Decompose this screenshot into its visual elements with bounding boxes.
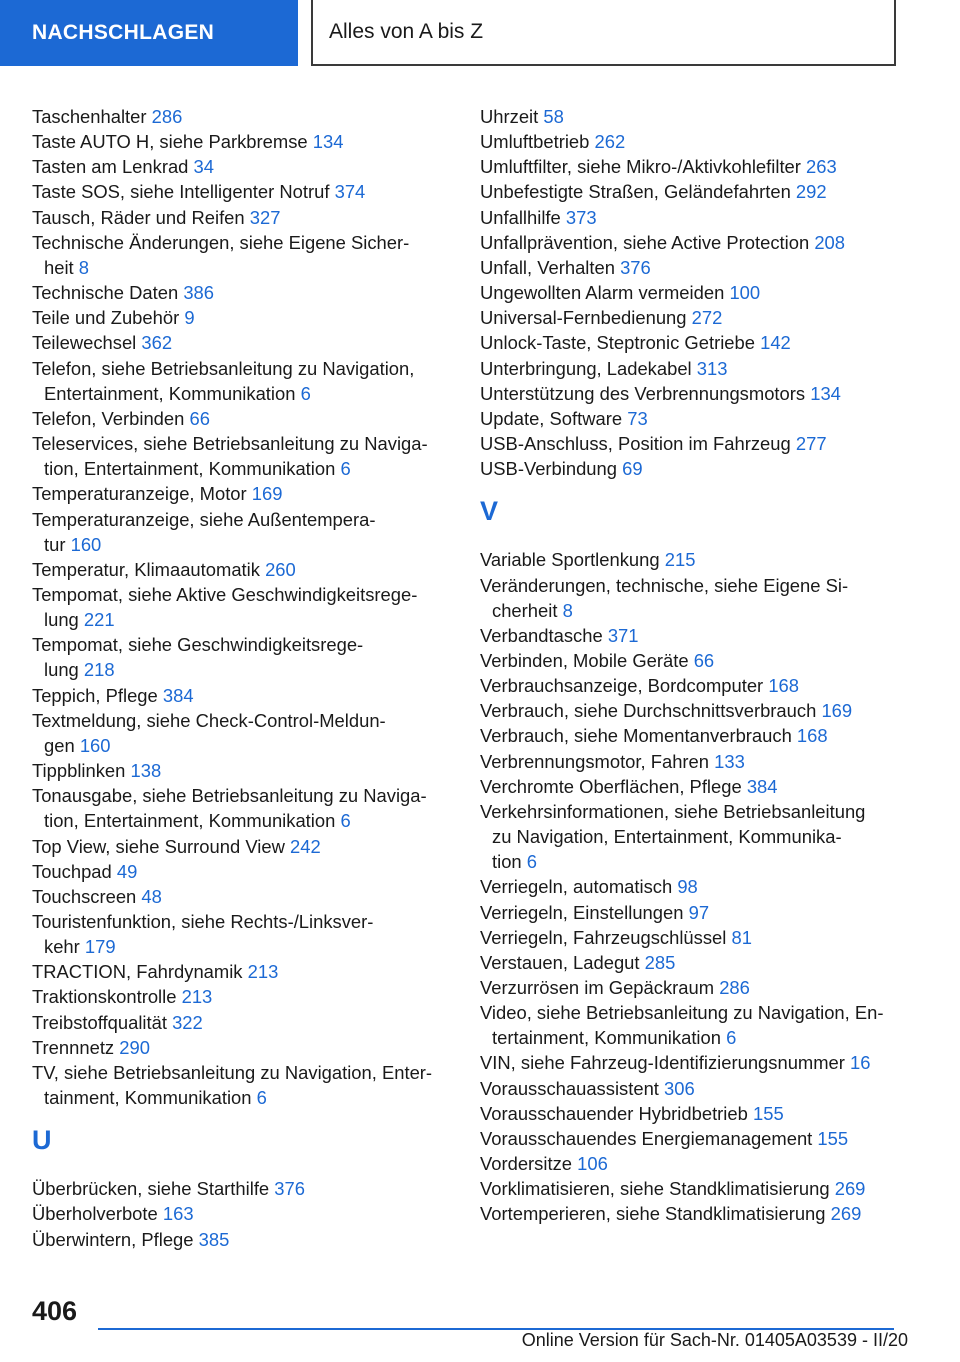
index-entry-text: Verriegeln, Einstellungen — [480, 901, 684, 923]
index-entry-text-continued: lung — [44, 659, 79, 681]
index-entry-text: USB-Verbindung — [480, 458, 617, 480]
page-reference-link[interactable]: 269 — [834, 1178, 866, 1200]
index-entry-text: Textmeldung, siehe Check-Control-Meldun- — [32, 709, 386, 731]
index-entry-text: Tempomat, siehe Geschwindigkeitsrege- — [32, 634, 364, 656]
index-entry — [32, 481, 452, 506]
index-entry-text: Temperaturanzeige, Motor — [32, 483, 247, 505]
index-entry-text: Überbrücken, siehe Starthilfe — [32, 1178, 270, 1200]
index-entry — [480, 673, 900, 698]
index-entry-text-continued: tertainment, Kommunikation — [492, 1027, 721, 1049]
page-reference-link[interactable]: 215 — [664, 549, 696, 571]
index-entry — [480, 179, 900, 204]
index-entry-text: Verbandtasche — [480, 624, 603, 646]
index-entry — [480, 431, 900, 456]
index-entry — [480, 456, 900, 481]
index-entry — [480, 154, 900, 179]
index-entry — [480, 381, 900, 406]
index-entry — [480, 1076, 900, 1101]
page-reference-link[interactable]: 213 — [247, 961, 279, 983]
index-entry-text: Video, siehe Betriebsanleitung zu Navigation, En- — [480, 1002, 884, 1024]
page-reference-link[interactable]: 221 — [83, 609, 115, 631]
page-reference-link[interactable]: 242 — [290, 835, 321, 857]
page-reference-link[interactable]: 168 — [796, 725, 828, 747]
index-entry — [480, 774, 900, 799]
index-entry-text: Treibstoffqualität — [32, 1011, 167, 1033]
index-entry-text: Teilewechsel — [32, 332, 137, 354]
index-entry-text: Trennnetz — [32, 1036, 115, 1058]
page-reference-link[interactable]: 106 — [577, 1153, 608, 1175]
index-entry — [32, 909, 452, 959]
page-reference-link[interactable]: 6 — [300, 382, 311, 404]
page-reference-link[interactable]: 384 — [162, 684, 194, 706]
index-entry-text: Tippblinken — [32, 760, 126, 782]
index-entry — [480, 1101, 900, 1126]
page-reference-link[interactable]: 373 — [565, 206, 597, 228]
page-reference-link[interactable]: 134 — [810, 382, 841, 404]
index-entry-text: Universal-Fernbedienung — [480, 307, 687, 329]
page-reference-link[interactable]: 362 — [141, 332, 173, 354]
page-reference-link[interactable]: 6 — [526, 851, 538, 873]
index-entry — [32, 205, 452, 230]
index-entry — [480, 406, 900, 431]
index-entry — [32, 984, 452, 1009]
index-entry — [480, 874, 900, 899]
index-entry-text: Teleservices, siehe Betriebsanleitung zu Naviga- — [32, 433, 428, 455]
page-reference-link[interactable]: 98 — [677, 876, 698, 898]
page-reference-link[interactable]: 58 — [543, 106, 564, 127]
index-entry — [480, 1201, 900, 1226]
index-entry-text: Temperatur, Klimaautomatik — [32, 558, 260, 580]
index-entry — [480, 648, 900, 673]
index-entry-text: Vorklimatisieren, siehe Standklimatisierung — [480, 1178, 830, 1200]
index-entry-text: TV, siehe Betriebsanleitung zu Navigation, Enter- — [32, 1061, 433, 1083]
index-entry — [480, 749, 900, 774]
index-entry — [480, 925, 900, 950]
index-entry-text: Technische Änderungen, siehe Eigene Sicher- — [32, 231, 410, 253]
index-entry-text: Verzurrösen im Gepäckraum — [480, 977, 715, 998]
index-entry-text-continued: tion, Entertainment, Kommunikation — [44, 458, 336, 480]
index-entry — [480, 1176, 900, 1201]
page-reference-link[interactable]: 179 — [84, 936, 116, 958]
index-entry — [480, 230, 900, 255]
page-reference-link[interactable]: 66 — [693, 649, 715, 671]
index-entry — [480, 1050, 900, 1075]
page-reference-link[interactable]: 160 — [70, 533, 102, 555]
section-title: Alles von A bis Z — [329, 20, 484, 43]
page-reference-link[interactable]: 49 — [116, 860, 138, 882]
page-reference-link[interactable]: 327 — [249, 206, 281, 228]
index-entry — [32, 834, 452, 859]
page-reference-link[interactable]: 290 — [119, 1036, 150, 1058]
index-entry-text: Unlock-Taste, Steptronic Getriebe — [480, 332, 755, 354]
index-entry — [480, 1000, 900, 1050]
index-entry-text: Touchscreen — [32, 885, 137, 907]
index-entry — [32, 859, 452, 884]
index-entry — [32, 230, 452, 280]
index-entry-text: Telefon, Verbinden — [32, 407, 185, 429]
index-entry-text: Verbrauchsanzeige, Bordcomputer — [480, 675, 764, 697]
page-reference-link[interactable]: 66 — [189, 407, 210, 429]
index-entry — [32, 305, 452, 330]
index-entry — [32, 884, 452, 909]
index-entry-text: Vordersitze — [480, 1153, 572, 1175]
index-entry-text-continued: tion, Entertainment, Kommunikation — [44, 810, 336, 832]
index-entry — [480, 573, 900, 623]
index-entry — [480, 104, 900, 129]
index-entry — [480, 799, 900, 874]
page-reference-link[interactable]: 285 — [644, 951, 676, 973]
index-entry-text: Veränderungen, technische, siehe Eigene Si- — [480, 574, 849, 596]
page-reference-link[interactable]: 155 — [752, 1102, 784, 1124]
index-entry — [480, 1151, 900, 1176]
page-reference-link[interactable]: 169 — [251, 483, 283, 505]
index-entry-text: Update, Software — [480, 407, 623, 429]
page-reference-link[interactable]: 34 — [193, 156, 215, 178]
page-reference-link[interactable]: 160 — [79, 734, 111, 756]
index-entry-text: Vorausschauendes Energiemanagement — [480, 1127, 813, 1149]
index-letter-heading: V — [480, 496, 499, 527]
index-entry — [32, 1035, 452, 1060]
index-entry-text-continued: zu Navigation, Entertainment, Kommunika- — [492, 826, 842, 848]
index-entry-text: Vorausschauassistent — [480, 1077, 659, 1099]
page-reference-link[interactable]: 218 — [83, 659, 115, 681]
index-entry-text: Verchromte Oberflächen, Pflege — [480, 775, 742, 797]
page-reference-link[interactable]: 142 — [760, 332, 791, 354]
index-entry — [32, 582, 452, 632]
page-reference-link[interactable]: 138 — [130, 760, 162, 782]
index-entry-text: Teile und Zubehör — [32, 307, 180, 329]
index-entry-text-continued: gen — [44, 734, 75, 756]
index-entry-text: VIN, siehe Fahrzeug-Identifizierungsnummer — [480, 1052, 845, 1074]
page-reference-link[interactable]: 8 — [78, 256, 90, 278]
index-entry-text: TRACTION, Fahrdynamik — [32, 961, 243, 983]
index-entry — [480, 975, 900, 1000]
page-reference-link[interactable]: 386 — [183, 282, 215, 304]
index-entry-text: Top View, siehe Surround View — [32, 835, 285, 857]
index-entry-text: Traktionskontrolle — [32, 986, 177, 1008]
index-entry — [32, 1176, 452, 1201]
index-entry-text: Verbinden, Mobile Geräte — [480, 649, 689, 671]
index-letter-heading: U — [32, 1125, 52, 1156]
index-entry-text: Telefon, siehe Betriebsanleitung zu Navigation, — [32, 357, 415, 379]
index-entry-text: USB-Anschluss, Position im Fahrzeug — [480, 433, 791, 455]
index-entry-text: Verbrauch, siehe Durchschnittsverbrauch — [480, 700, 817, 722]
index-entry-text: Umluftfilter, siehe Mikro-/Aktivkohlefilter — [480, 156, 801, 178]
index-entry — [480, 1126, 900, 1151]
index-entry — [32, 179, 452, 204]
index-entry-text: Teppich, Pflege — [32, 684, 158, 706]
page-reference-link[interactable]: 97 — [688, 901, 710, 923]
index-column-right — [480, 104, 900, 1227]
page-reference-link[interactable]: 376 — [274, 1178, 305, 1200]
index-entry-text: Unterbringung, Ladekabel — [480, 357, 692, 379]
index-entry — [480, 723, 900, 748]
index-entry-text: Uhrzeit — [480, 106, 539, 127]
index-entry-text-continued: cherheit — [492, 599, 558, 621]
index-entry — [480, 205, 900, 230]
page-reference-link[interactable]: 286 — [151, 106, 183, 127]
index-entry — [480, 305, 900, 330]
index-entry-text: Unfall, Verhalten — [480, 256, 615, 278]
index-entry — [480, 129, 900, 154]
index-entry — [32, 280, 452, 305]
index-entry — [32, 104, 452, 129]
section-header — [311, 0, 896, 66]
page-reference-link[interactable]: 6 — [340, 458, 351, 480]
index-entry-text: Touristenfunktion, siehe Rechts-/Linksver- — [32, 911, 374, 932]
index-entry — [32, 708, 452, 758]
index-entry-text: Verriegeln, automatisch — [480, 876, 673, 898]
index-entry — [480, 255, 900, 280]
index-entry-text: Vorausschauender Hybridbetrieb — [480, 1102, 748, 1124]
index-entry-text: Tonausgabe, siehe Betriebsanleitung zu Naviga- — [32, 785, 427, 807]
index-entry — [32, 557, 452, 582]
footer-edition-text: Online Version für Sach-Nr. 01405A03539 - II/20 — [521, 1330, 908, 1350]
page-reference-link[interactable]: 376 — [620, 256, 651, 278]
index-entry — [480, 900, 900, 925]
page-reference-link[interactable]: 384 — [746, 775, 778, 797]
page-reference-link[interactable]: 81 — [731, 926, 752, 948]
index-entry — [480, 623, 900, 648]
page-reference-link[interactable]: 6 — [726, 1027, 737, 1049]
index-entry-text-continued: lung — [44, 609, 79, 631]
index-entry-text: Tausch, Räder und Reifen — [32, 206, 245, 228]
page-reference-link[interactable]: 313 — [696, 357, 728, 379]
page-reference-link[interactable]: 8 — [562, 599, 573, 621]
page-reference-link[interactable]: 48 — [141, 885, 162, 907]
index-entry-text: Verriegeln, Fahrzeugschlüssel — [480, 926, 727, 948]
index-entry — [480, 280, 900, 305]
page-reference-link[interactable]: 262 — [594, 131, 626, 153]
chapter-tab — [0, 0, 298, 66]
index-entry — [32, 431, 452, 481]
index-entry-text-continued: kehr — [44, 936, 80, 958]
index-entry-text: Ungewollten Alarm vermeiden — [480, 282, 725, 304]
index-entry-text: Tempomat, siehe Aktive Geschwindigkeitsrege- — [32, 583, 418, 605]
index-entry-text: Unbefestigte Straßen, Geländefahrten — [480, 181, 791, 203]
index-entry-text: Unterstützung des Verbrennungsmotors — [480, 382, 806, 404]
page-reference-link[interactable]: 169 — [821, 700, 853, 722]
index-entry-text: Unfallhilfe — [480, 206, 561, 228]
page-reference-link[interactable]: 69 — [622, 458, 643, 480]
index-entry-text-continued: tainment, Kommunikation — [44, 1087, 252, 1109]
index-entry — [32, 129, 452, 154]
index-entry-text-continued: tur — [44, 533, 66, 555]
page-reference-link[interactable]: 269 — [830, 1203, 862, 1225]
index-entry-text-continued: heit — [44, 256, 74, 278]
page-reference-link[interactable]: 260 — [265, 558, 296, 580]
index-entry-text: Taste AUTO H, siehe Parkbremse — [32, 131, 308, 153]
page-reference-link[interactable]: 286 — [719, 977, 750, 998]
index-entry — [480, 547, 900, 572]
index-entry — [480, 330, 900, 355]
index-entry-text: Verkehrsinformationen, siehe Betriebsanleitung — [480, 800, 866, 822]
index-entry-text: Umluftbetrieb — [480, 131, 590, 153]
index-entry-text: Technische Daten — [32, 282, 179, 304]
index-entry — [32, 356, 452, 406]
index-entry — [32, 683, 452, 708]
index-column-left — [32, 104, 452, 1252]
index-entry — [32, 507, 452, 557]
page-reference-link[interactable]: 16 — [850, 1052, 871, 1074]
index-entry-text: Vortemperieren, siehe Standklimatisierung — [480, 1203, 826, 1225]
page-reference-link[interactable]: 213 — [181, 986, 213, 1008]
index-entry-text: Taste SOS, siehe Intelligenter Notruf — [32, 181, 330, 203]
index-entry — [32, 406, 452, 431]
index-entry — [32, 1201, 452, 1226]
page-reference-link[interactable]: 306 — [664, 1077, 695, 1099]
page-number: 406 — [32, 1296, 78, 1326]
page-reference-link[interactable]: 134 — [312, 131, 344, 153]
index-entry — [32, 783, 452, 833]
index-entry — [480, 950, 900, 975]
page-reference-link[interactable]: 374 — [334, 181, 366, 203]
index-entry — [32, 1060, 452, 1110]
page-reference-link[interactable]: 9 — [184, 307, 195, 329]
index-entry — [32, 758, 452, 783]
page-reference-link[interactable]: 263 — [806, 156, 837, 178]
page-reference-link[interactable]: 322 — [172, 1011, 203, 1033]
index-entry-text: Temperaturanzeige, siehe Außentempera- — [32, 508, 376, 530]
index-entry-text: Touchpad — [32, 860, 112, 882]
page-reference-link[interactable]: 163 — [162, 1203, 194, 1225]
index-entry-text: Unfallprävention, siehe Active Protection — [480, 231, 810, 253]
index-entry — [32, 154, 452, 179]
index-entry — [32, 632, 452, 682]
page-reference-link[interactable]: 6 — [256, 1087, 267, 1109]
page-reference-link[interactable]: 277 — [795, 433, 827, 455]
page-reference-link[interactable]: 272 — [691, 307, 723, 329]
page-reference-link[interactable]: 133 — [714, 750, 745, 772]
index-entry-text: Verbrauch, siehe Momentanverbrauch — [480, 725, 792, 747]
index-entry-text: Überholverbote — [32, 1203, 158, 1225]
page-reference-link[interactable]: 385 — [198, 1228, 230, 1250]
index-entry — [32, 1010, 452, 1035]
index-entry-text: Tasten am Lenkrad — [32, 156, 189, 178]
page-reference-link[interactable]: 168 — [768, 675, 799, 697]
index-entry-text-continued: tion — [492, 851, 522, 873]
page-reference-link[interactable]: 155 — [817, 1127, 849, 1149]
index-entry — [32, 330, 452, 355]
page-reference-link[interactable]: 208 — [814, 231, 845, 253]
index-entry — [32, 1227, 452, 1252]
page-reference-link[interactable]: 73 — [627, 407, 648, 429]
page-reference-link[interactable]: 292 — [795, 181, 827, 203]
index-entry-text: Verstauen, Ladegut — [480, 951, 640, 973]
page-reference-link[interactable]: 371 — [607, 624, 639, 646]
index-entry — [480, 698, 900, 723]
index-entry — [480, 356, 900, 381]
index-entry-text: Taschenhalter — [32, 106, 147, 127]
chapter-title: NACHSCHLAGEN — [32, 21, 215, 44]
page-reference-link[interactable]: 100 — [729, 282, 761, 304]
index-entry — [32, 959, 452, 984]
index-entry-text: Überwintern, Pflege — [32, 1228, 194, 1250]
index-entry-text: Variable Sportlenkung — [480, 549, 660, 571]
index-entry-text: Verbrennungsmotor, Fahren — [480, 750, 710, 772]
page-reference-link[interactable]: 6 — [340, 810, 351, 832]
index-entry-text-continued: Entertainment, Kommunikation — [44, 382, 296, 404]
